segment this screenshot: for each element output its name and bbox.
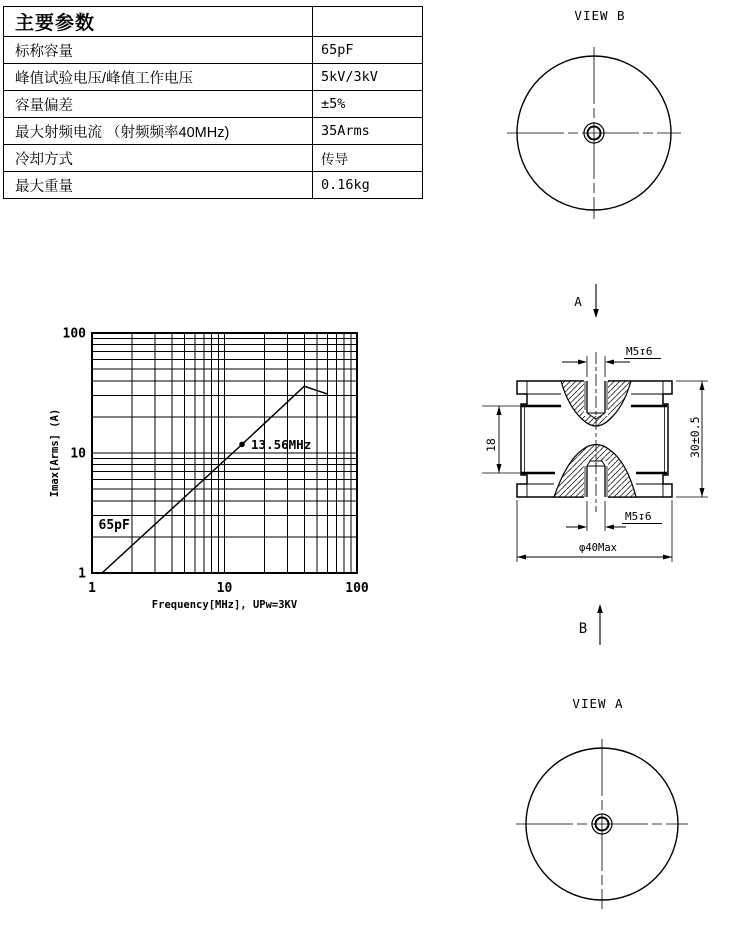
dimension-arrowhead	[578, 360, 587, 365]
dimension-arrowhead	[593, 309, 599, 318]
y-tick-label: 100	[62, 326, 86, 342]
param-value: 5kV/3kV	[313, 64, 423, 91]
arrow-a-label: A	[574, 294, 582, 309]
annotation-label: 13.56MHz	[251, 436, 312, 452]
dim-electrode-gap: 18	[484, 438, 498, 452]
dimension-arrowhead	[663, 555, 672, 560]
y-tick-label: 10	[70, 446, 86, 462]
view-a-drawing	[516, 696, 688, 909]
view-title: VIEW A	[572, 696, 624, 711]
param-label: 容量偏差	[4, 91, 313, 118]
capacitor-section-drawing	[482, 345, 708, 562]
view-b-drawing	[507, 8, 681, 219]
annotation-point	[239, 442, 245, 448]
param-value: 65pF	[313, 37, 423, 64]
param-value: 传导	[313, 145, 423, 172]
dim-thread-bottom: M5↧6	[625, 510, 652, 523]
dim-thread-top: M5↧6	[626, 345, 653, 358]
dimension-arrowhead	[497, 406, 502, 415]
imax-frequency-chart	[49, 327, 369, 612]
x-axis-label: Frequency[MHz], UPw=3KV	[151, 599, 298, 611]
dim-diameter: φ40Max	[579, 542, 617, 554]
param-label: 峰值试验电压/峰值工作电压	[4, 64, 313, 91]
y-tick-label: 1	[78, 566, 86, 582]
dimension-arrowhead	[605, 525, 614, 530]
dimension-arrowhead	[700, 381, 705, 390]
y-axis-label: Imax[Arms] (A)	[49, 408, 61, 498]
dimension-arrowhead	[597, 604, 603, 613]
table-header-label: 主要参数	[4, 7, 313, 37]
dim-height: 30±0.5	[688, 416, 702, 458]
param-value: ±5%	[313, 91, 423, 118]
dimension-arrowhead	[497, 464, 502, 473]
view-title: VIEW B	[574, 8, 626, 23]
dimension-arrowhead	[700, 488, 705, 497]
x-tick-label: 1	[88, 581, 96, 596]
param-label: 最大重量	[4, 172, 313, 199]
dimension-arrowhead	[517, 555, 526, 560]
direction-arrow-a	[574, 284, 599, 318]
x-tick-label: 100	[345, 581, 369, 596]
chart-grid	[92, 333, 357, 573]
param-value: 35Arms	[313, 118, 423, 145]
param-value: 0.16kg	[313, 172, 423, 199]
series-label: 65pF	[98, 518, 130, 534]
x-tick-label: 10	[216, 581, 233, 596]
direction-arrow-b	[579, 604, 603, 645]
dimension-arrowhead	[578, 525, 587, 530]
arrow-b-label: B	[578, 621, 588, 637]
param-label: 冷却方式	[4, 145, 313, 172]
param-label: 标称容量	[4, 37, 313, 64]
dimension-arrowhead	[605, 360, 614, 365]
param-label: 最大射频电流 （射频频率40MHz)	[4, 118, 313, 145]
